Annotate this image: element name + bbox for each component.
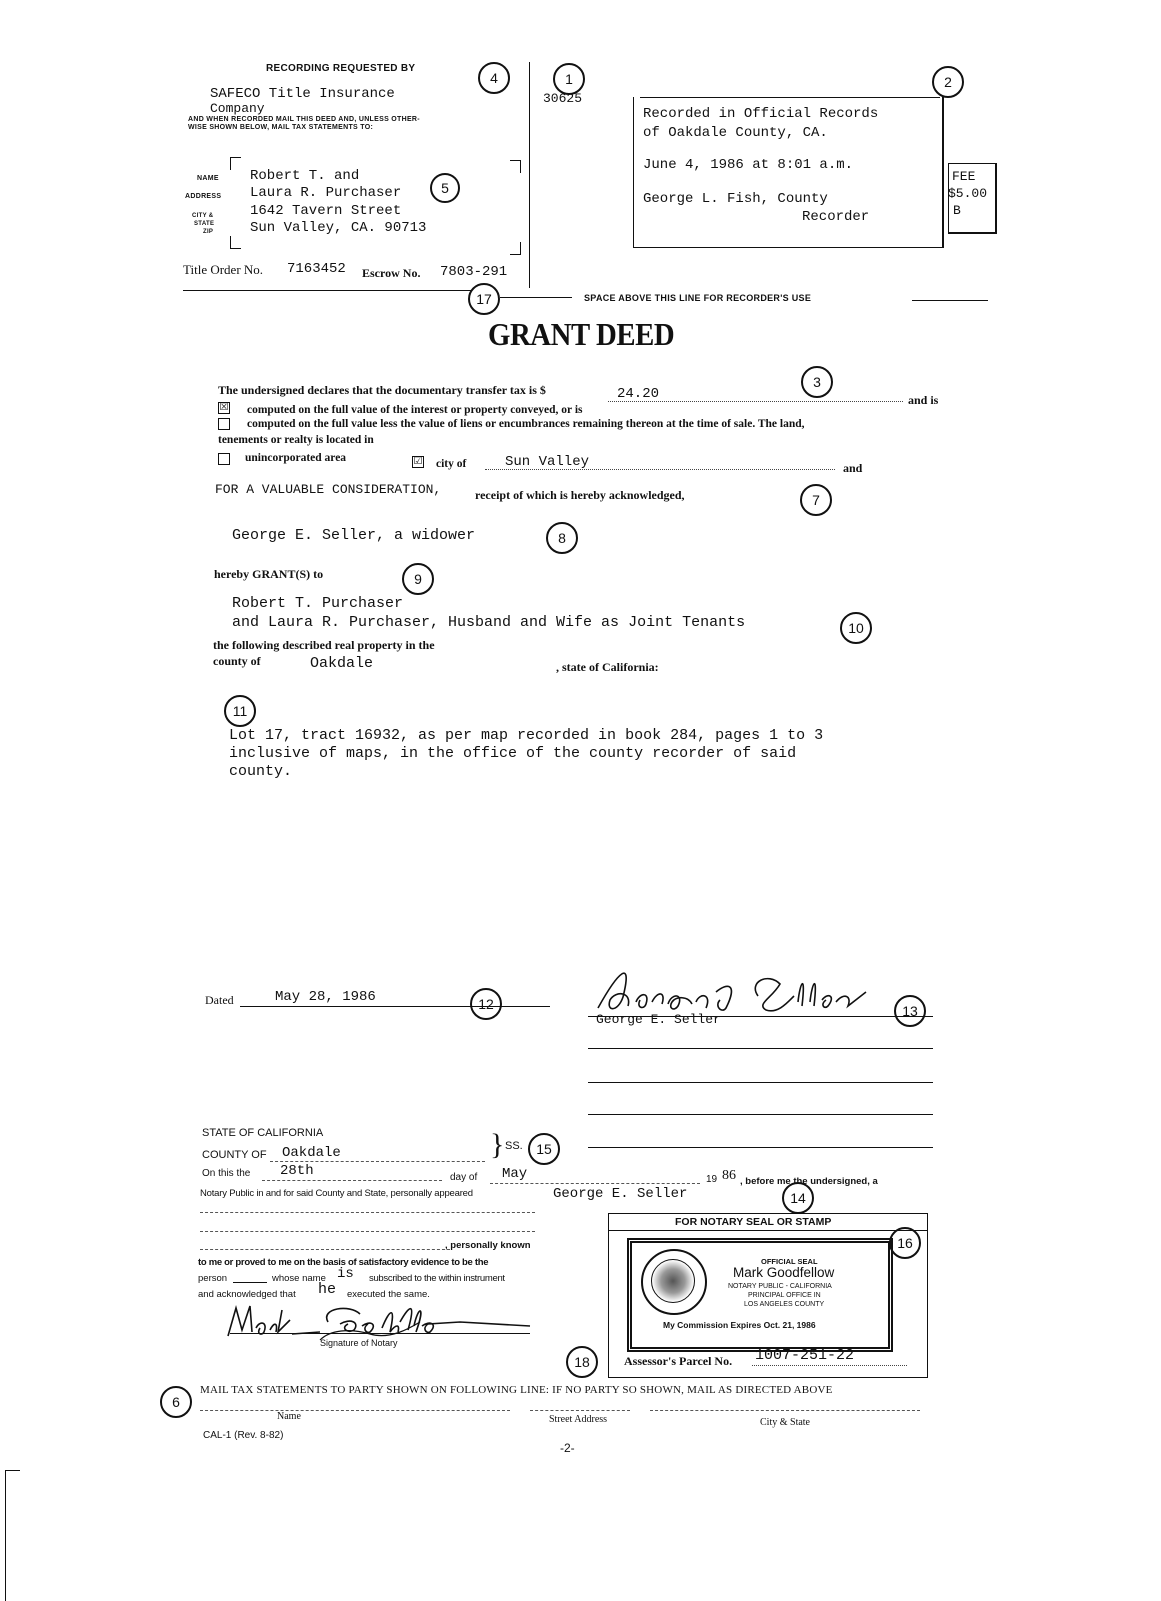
form-id: CAL-1 (Rev. 8-82) [203,1430,284,1441]
callout-9: 9 [402,563,434,595]
ss-brace: } [490,1128,505,1161]
day-value: 28th [280,1163,314,1179]
recorder-line-mid [500,297,572,298]
city-line [485,469,835,470]
he-value: he [318,1281,337,1298]
fee-amount: $5.00 [948,186,988,201]
mail-tax-name-line [200,1410,510,1411]
name-label: NAME [197,175,219,182]
grantor: George E. Seller, a widower [232,527,476,544]
city-and: and [843,461,863,475]
callout-12: 12 [470,988,502,1020]
requested-by-line1: SAFECO Title Insurance [210,86,395,102]
zip-label: ZIP [203,229,214,235]
grants-label: hereby GRANT(S) to [214,567,324,581]
acknowledged-text: and acknowledged that [198,1289,296,1300]
fee-code: B [953,203,961,218]
callout-13: 13 [894,995,926,1027]
signature-line-4 [588,1114,933,1115]
assessor-value: 1007-251-22 [755,1347,855,1364]
seal-commission: My Commission Expires Oct. 21, 1986 [663,1320,816,1330]
city-of-label: city of [436,458,467,470]
mail-tax-street-line [530,1410,630,1411]
recorder-line3: June 4, 1986 at 8:01 a.m. [643,157,854,173]
recorder-box-top [640,97,940,98]
mail-to-name-1: Robert T. and [250,168,360,184]
state-label: , state of California: [556,660,659,674]
executed-text: executed the same. [347,1289,430,1300]
county-of-label: county of [213,654,261,668]
city-label: CITY & [192,213,214,219]
callout-11: 11 [224,695,256,727]
seal-header-line [608,1230,928,1231]
on-this-label: On this the [202,1168,251,1179]
notary-county-line [270,1161,485,1162]
proved-text: to me or proved to me on the basis of satisfactory evidence to be the [198,1257,489,1268]
tenements-text: tenements or realty is located in [218,434,374,446]
callout-5: 5 [430,173,460,203]
mail-instructions-line1: AND WHEN RECORDED MAIL THIS DEED AND, UNLESS OTHER- [188,116,420,123]
dated-line [240,1006,550,1007]
assessor-line [752,1365,907,1366]
recorder-line4: George L. Fish, County [643,191,828,207]
signer-name: George E. Seller [596,1012,721,1027]
bracket-top-right [510,160,521,173]
recorder-line5: Recorder [802,209,870,225]
callout-14: 14 [782,1182,814,1214]
header-divider [529,62,530,288]
notary-ss: SS. [505,1140,523,1152]
seal-line2: PRINCIPAL OFFICE IN [748,1292,821,1299]
whose-name-label: whose name [272,1273,326,1284]
person-line [233,1282,267,1283]
mail-to-name-2: Laura R. Purchaser [250,185,402,201]
fee-label: FEE [952,169,976,184]
person-label: person [198,1273,228,1284]
notary-signature-line [230,1333,530,1334]
dated-label: Dated [205,993,234,1007]
unincorporated-text: unincorporated area [245,452,347,464]
bracket-bottom-right [510,242,521,255]
assessor-label: Assessor's Parcel No. [624,1354,733,1368]
mail-tax-street-label: Street Address [549,1414,608,1425]
mail-tax-city-line [650,1410,920,1411]
title-order-value: 7163452 [287,261,346,277]
appeared-line-1 [200,1212,535,1213]
year-value: 86 [722,1168,736,1183]
mail-instructions-line2: WISE SHOWN BELOW, MAIL TAX STATEMENTS TO: [188,124,374,131]
mail-tax-city-label: City & State [760,1417,810,1428]
callout-4: 4 [478,62,510,94]
month-value: May [502,1166,528,1182]
tax-option1-checkbox[interactable]: ☒ [219,402,229,413]
tax-option1-text: computed on the full value of the interest or property conveyed, or is [247,404,583,416]
grantee-line1: Robert T. Purchaser [232,595,404,612]
year-prefix: 19 [706,1174,718,1185]
tax-amount: 24.20 [617,386,660,402]
seal-line3: LOS ANGELES COUNTY [744,1301,825,1308]
county-value: Oakdale [310,655,374,672]
bracket-top-left [230,157,241,170]
seal-header: FOR NOTARY SEAL OR STAMP [675,1216,832,1228]
legal-line2: inclusive of maps, in the office of the county recorder of said [229,745,797,762]
recorder-line-right [912,300,988,301]
address-label: ADDRESS [185,193,222,200]
tax-and-is: and is [908,393,939,407]
escrow-label: Escrow No. [362,266,421,280]
appeared-line-3 [200,1249,450,1250]
callout-16: 16 [889,1227,921,1259]
consideration-suffix: receipt of which is hereby acknowledged, [475,488,685,502]
signature-line-3 [588,1082,933,1083]
grantee-line2: and Laura R. Purchaser, Husband and Wife as Joint Tenants [232,614,746,631]
signature-line-1 [588,1016,933,1017]
notary-county-label: COUNTY OF [202,1149,267,1161]
tax-option2-checkbox[interactable] [218,418,230,430]
unincorporated-checkbox[interactable] [218,453,230,465]
space-above-label: SPACE ABOVE THIS LINE FOR RECORDER'S USE [584,293,812,303]
tax-amount-line [608,401,903,402]
signature-line-5 [588,1147,933,1148]
callout-3: 3 [801,366,833,398]
recorder-line2: of Oakdale County, CA. [643,125,828,141]
state-label: STATE [194,221,215,227]
corner-mark [5,1470,20,1601]
mail-tax-text: MAIL TAX STATEMENTS TO PARTY SHOWN ON FOLLOWING LINE: IF NO PARTY SO SHOWN, MAIL AS DIRECTED ABOVE [200,1384,833,1396]
tax-option2-text: computed on the full value less the value of liens or encumbrances remaining thereon at the time of sale. The land, [247,418,805,430]
city-value: Sun Valley [505,454,590,470]
seal-emblem-icon [641,1249,707,1315]
callout-18: 18 [566,1346,598,1378]
signature-line-2 [588,1048,933,1049]
seal-official: OFFICIAL SEAL [761,1257,818,1266]
seal-line1: NOTARY PUBLIC - CALIFORNIA [728,1283,832,1290]
callout-2: 2 [932,66,964,98]
day-of-label: day of [450,1172,478,1183]
mail-to-street: 1642 Tavern Street [250,203,402,219]
tax-declaration: The undersigned declares that the documentary transfer tax is $ [218,383,546,397]
appeared-name: George E. Seller [553,1186,688,1202]
legal-line3: county. [229,763,293,780]
notary-public-text: Notary Public in and for said County and State, personally appeared [200,1188,473,1199]
month-line [490,1183,700,1184]
recorder-line-left [183,290,471,291]
notary-county-value: Oakdale [282,1145,341,1161]
callout-7: 7 [800,484,832,516]
bracket-bottom-left [230,236,241,249]
notary-state: STATE OF CALIFORNIA [202,1127,324,1139]
dated-value: May 28, 1986 [275,989,376,1005]
seal-name: Mark Goodfellow [733,1265,835,1280]
consideration-prefix: FOR A VALUABLE CONSIDERATION, [215,482,442,497]
document-number: 30625 [543,91,583,106]
is-value: is [337,1266,354,1282]
callout-8: 8 [546,522,578,554]
mail-to-city: Sun Valley, CA. 90713 [250,220,427,236]
subscribed-text: subscribed to the within instrument [369,1273,505,1284]
notary-signature-label: Signature of Notary [320,1338,398,1348]
document-title: GRANT DEED [488,316,675,352]
requested-by-line2: Company [210,101,265,116]
mail-tax-name-label: Name [277,1411,301,1422]
personally-known: , personally known [445,1240,531,1251]
before-me-text: , before me the undersigned, a [740,1176,878,1187]
following-text: the following described real property in the [213,638,435,652]
recording-requested-label: RECORDING REQUESTED BY [266,63,416,74]
callout-17: 17 [468,283,500,315]
escrow-value: 7803-291 [440,264,508,280]
callout-15: 15 [528,1133,560,1165]
day-line [262,1180,442,1181]
callout-10: 10 [840,612,872,644]
callout-1: 1 [553,63,585,95]
appeared-line-2 [200,1231,535,1232]
callout-6: 6 [160,1386,192,1418]
page-number: -2- [560,1441,575,1455]
legal-line1: Lot 17, tract 16932, as per map recorded in book 284, pages 1 to 3 [229,727,824,744]
title-order-label: Title Order No. [183,262,264,277]
recorder-line1: Recorded in Official Records [643,106,879,122]
city-checkbox[interactable]: ☑ [413,456,423,467]
